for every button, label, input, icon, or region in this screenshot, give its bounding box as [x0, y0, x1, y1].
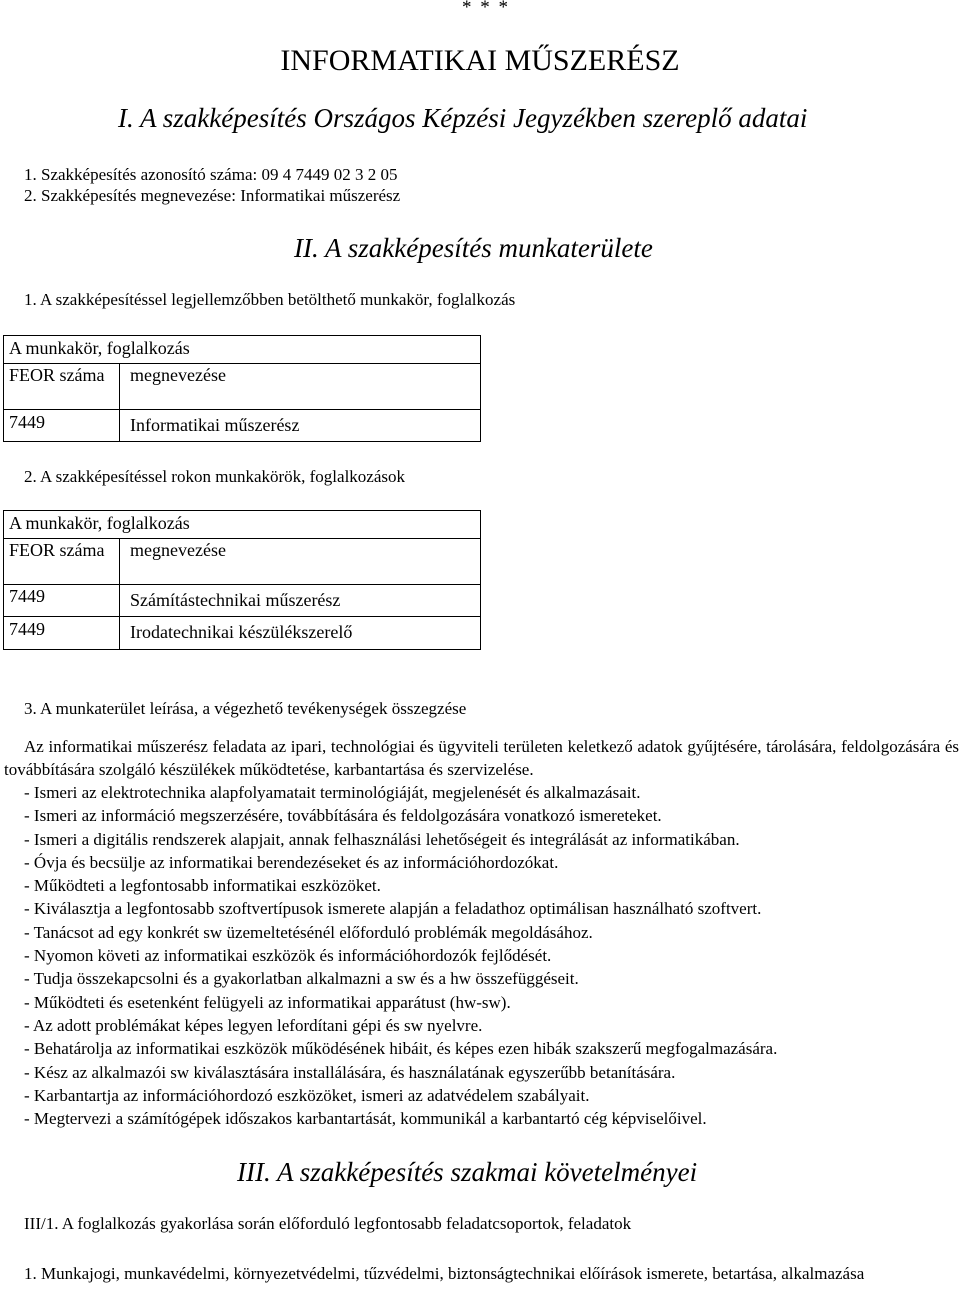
list-item: - Működteti a legfontosabb informatikai eszközöket.: [24, 876, 381, 896]
table-header: A munkakör, foglalkozás: [9, 513, 190, 533]
feor-column-header: FEOR száma: [9, 540, 105, 560]
qualification-id-line: 1. Szakképesítés azonosító száma: 09 4 7449 02 3 2 05: [24, 165, 398, 184]
feor-column-header: FEOR száma: [9, 365, 105, 385]
table-column-divider: [119, 538, 120, 649]
name-column-header: megnevezése: [130, 540, 226, 560]
subsection-2-2-heading: 2. A szakképesítéssel rokon munkakörök, foglalkozások: [24, 467, 406, 486]
subsection-2-3-heading: 3. A munkaterület leírása, a végezhető tevékenységek összegzése: [24, 699, 467, 718]
requirement-item-1: 1. Munkajogi, munkavédelmi, környezetvédelmi, tűzvédelmi, biztonságtechnikai előírások ismerete, betartása, alkalmazása: [24, 1264, 865, 1283]
name-column-header: megnevezése: [130, 365, 226, 385]
list-item: - Tanácsot ad egy konkrét sw üzemeltetésénél előforduló problémák megoldásához.: [24, 922, 593, 942]
list-item: - Az adott problémákat képes legyen lefordítani gépi és sw nyelvre.: [24, 1015, 483, 1035]
list-item: - Ismeri az információ megszerzésére, továbbítására és feldolgozására vonatkozó ismereteket.: [24, 806, 662, 826]
list-item: - Behatárolja az informatikai eszközök működésének hibáit, és képes ezen hibák szakszerű megfogalmazására.: [24, 1039, 778, 1059]
work-description-paragraph: Az informatikai műszerész feladata az ipari, technológiai és ügyviteli területen keletkező adatok gyűjtésére, tárolására, feldolgozására és továbbítására szolgáló készülékek működtetése, karbantartása és szervizelése.: [4, 737, 959, 779]
subsection-3-1-heading: III/1. A foglalkozás gyakorlása során előforduló legfontosabb feladatcsoportok, feladatok: [24, 1214, 632, 1233]
table-divider: [4, 584, 480, 585]
qualification-name-line: 2. Szakképesítés megnevezése: Informatikai műszerész: [24, 186, 401, 205]
section-1-title: I. A szakképesítés Országos Képzési Jegyzékben szereplő adatai: [118, 103, 808, 133]
list-item: - Nyomon követi az informatikai eszközök és információhordozók fejlődését.: [24, 946, 552, 966]
table-header: A munkakör, foglalkozás: [9, 338, 190, 358]
page-title: INFORMATIKAI MŰSZERÉSZ: [280, 44, 680, 77]
skills-list: [24, 781, 777, 1130]
table-row-name: Számítástechnikai műszerész: [130, 590, 341, 610]
list-item: - Megtervezi a számítógépek időszakos karbantartását, kommunikál a karbantartó cég képviselőivel.: [24, 1109, 707, 1129]
table-divider: [4, 409, 480, 410]
list-item: - Kész az alkalmazói sw kiválasztására installálására, és használatának egyszerűbb betanítására.: [24, 1062, 676, 1082]
list-item: - Tudja összekapcsolni és a gyakorlatban alkalmazni a sw és a hw összefüggéseit.: [24, 969, 579, 989]
subsection-2-1-heading: 1. A szakképesítéssel legjellemzőbben betölthető munkakör, foglalkozás: [24, 290, 516, 309]
table-row-code: 7449: [9, 412, 45, 432]
list-item: - Kiválasztja a legfontosabb szoftvertípusok ismerete alapján a feladathoz optimálisan használható szoftvert.: [24, 899, 762, 919]
list-item: - Ismeri az elektrotechnika alapfolyamatait terminológiáját, megjelenését és alkalmazásait.: [24, 783, 641, 802]
table-row-name: Irodatechnikai készülékszerelő: [130, 622, 353, 642]
table-row-code: 7449: [9, 586, 45, 606]
section-2-title: II. A szakképesítés munkaterülete: [294, 233, 653, 263]
list-item: - Karbantartja az információhordozó eszközöket, ismeri az adatvédelem szabályait.: [24, 1085, 590, 1105]
list-item: - Működteti és esetenként felügyeli az informatikai apparátust (hw-sw).: [24, 992, 511, 1012]
occupation-table-2: [3, 510, 481, 650]
occupation-table-1: [3, 335, 481, 442]
list-item: - Ismeri a digitális rendszerek alapjait, annak felhasználási lehetőségeit és integrálását az informatikában.: [24, 829, 740, 849]
table-divider: [4, 616, 480, 617]
table-row-code: 7449: [9, 619, 45, 639]
table-row-name: Informatikai műszerész: [130, 415, 300, 435]
header-stars: * * *: [462, 0, 510, 18]
list-item: - Óvja és becsülje az informatikai berendezéseket és az információhordozókat.: [24, 852, 559, 872]
table-column-divider: [119, 363, 120, 441]
section-3-title: III. A szakképesítés szakmai követelményei: [237, 1157, 698, 1187]
